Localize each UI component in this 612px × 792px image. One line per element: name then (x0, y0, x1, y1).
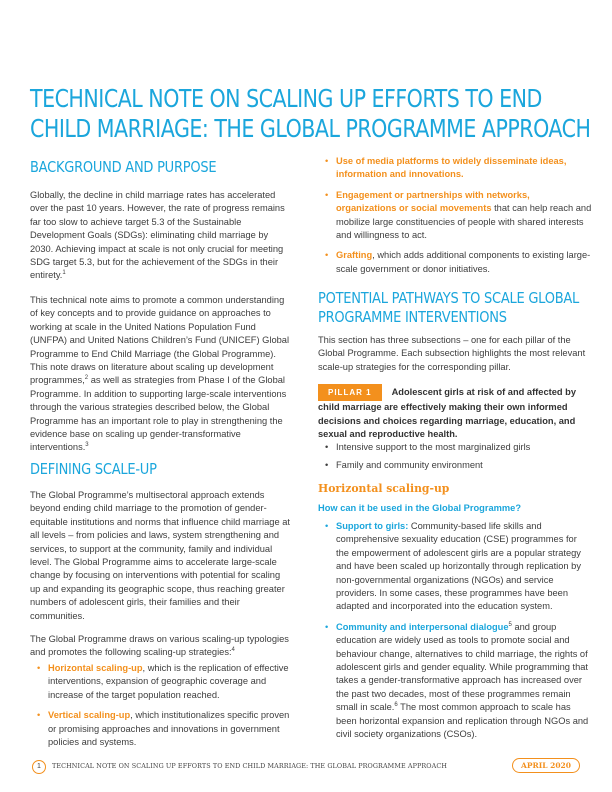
pathways-intro: This section has three subsections – one for each pillar of the Global Programme. Each subsection highlights the most relevant scale-up strategies for the corresponding pillar. (318, 335, 586, 372)
section-heading-pathways: POTENTIAL PATHWAYS TO SCALE GLOBAL PROGRAMME INTERVENTIONS (318, 289, 580, 326)
list-item (322, 189, 592, 243)
background-paragraph-1-text: Globally, the decline in child marriage rates has accelerated over the past 10 years. However, the rate of progress remains far too slow to achieve target 5.3 of the Sustainable Development Goals (SDGs): eliminating child marriage by 2030. Achieving impact at scale is not only crucial for meeting SDG target 5.3, but for the achievement of the SDGs in their entirety. (30, 190, 285, 281)
list-item (322, 459, 590, 472)
bullet-bold: Horizontal scaling-up (48, 663, 143, 673)
list-item (322, 520, 592, 614)
bullet-bold: Support to girls: (336, 521, 409, 531)
page-number: 1 (32, 760, 46, 774)
bullet-text: , which adds additional components to existing large-scale government or donor initiatives. (336, 250, 591, 274)
footnote-ref: 5 (508, 621, 512, 628)
pillar-1-text: Adolescent girls at risk of and affected by child marriage are effectively making their own informed decisions and choices regarding marriage, education, and sexual and reproductive health. (318, 387, 576, 440)
background-paragraph-1 (30, 189, 292, 283)
list-item (34, 709, 292, 749)
defining-paragraph-2 (30, 633, 292, 660)
background-paragraph-2a-text: This technical note aims to promote a common understanding of key concepts and to provide guidance on approaches to working at scale in the United Nations Population Fund (UNFPA) and United Nations Children’s Fund (UNICEF) Global Programme to End Child Marriage (the Global Programme). This note draws on literature about scaling up development programmes, (30, 295, 290, 386)
background-paragraph-2 (30, 294, 294, 455)
pillar-1-badge: PILLAR 1 (318, 384, 382, 401)
scaling-strategies-list-continued (322, 155, 592, 283)
footer-title: TECHNICAL NOTE ON SCALING UP EFFORTS TO END CHILD MARRIAGE: THE GLOBAL PROGRAMME APPROACH (52, 762, 448, 770)
bullet-icon: • (325, 442, 329, 452)
footnote-ref: 2 (84, 375, 89, 382)
bullet-icon: • (37, 710, 41, 721)
list-item (322, 621, 592, 742)
list-item (322, 249, 592, 276)
footnote-ref: 1 (62, 270, 66, 277)
defining-paragraph-1: The Global Programme’s multisectoral approach extends beyond ending child marriage to the promotion of gender-equitable institutions and norms that influence child marriage at all levels – from policies and laws, system strengthening and services, to support at the community, family and individual level. The Global Programme aims to accelerate large-scale change by focusing on interventions with potential for scaling up and expanding its geographic scope, thus reaching greater numbers of adolescent girls, their families and their communities. (30, 490, 290, 621)
bullet-icon: • (37, 663, 41, 673)
bullet-icon: • (325, 189, 329, 200)
bullet-text: , which institutionalizes specific proven or promising approaches and innovations in government policies and systems. (48, 710, 290, 748)
bullet-text: that can help reach and mobilize large constituencies of people with shared interests and willingness to act. (336, 203, 592, 241)
bullet-bold: Grafting (336, 250, 373, 261)
bullet-text: Community-based life skills and comprehensive sexuality education (CSE) programmes for the empowerment of adolescent girls are a popular strategy and have been scaled up horizontally through replication by non-governmental organizations (NGOs) and service providers. In some cases, these programmes have been adapted and incorporated into the education system. (336, 521, 581, 612)
footnote-ref: 3 (85, 442, 89, 449)
section-heading-defining: DEFINING SCALE-UP (30, 460, 157, 478)
bullet-icon: • (325, 460, 329, 471)
page-footer (32, 760, 580, 776)
footnote-ref: 6 (394, 702, 398, 709)
bullet-text: Intensive support to the most marginalized girls (336, 442, 531, 452)
bullet-bold: Community and interpersonal dialogue (336, 621, 509, 632)
page-title: TECHNICAL NOTE ON SCALING UP EFFORTS TO END CHILD MARRIAGE: THE GLOBAL PROGRAMME APPROACH (30, 84, 591, 143)
bullet-text: and group education are widely used as tools to promote social and behaviour change, alternatives to child marriage, the rights of adolescent girls and gender equality. While programming that takes a gender-transformative approach has increased over the past two decades, most of these programmes remain small in scale. (336, 621, 589, 713)
pillar-1-statement (318, 384, 590, 442)
scaling-strategies-list (34, 662, 292, 756)
list-item (34, 662, 292, 702)
bullet-bold: Vertical scaling-up (48, 710, 131, 721)
subheading-horizontal: Horizontal scaling-up (318, 482, 450, 495)
horizontal-items-list (322, 520, 592, 749)
question-heading: How can it be used in the Global Programme? (318, 503, 522, 513)
footnote-ref: 4 (231, 647, 235, 654)
bullet-text: , which is the replication of effective interventions, expansion of geographic coverage and increase of the target population reached. (48, 663, 289, 700)
background-paragraph-2b-text: as well as strategies from Phase I of the Global Programme. In addition to supporting large-scale interventions through the various strategies described below, the Global Programme has an important role to play in strengthening the evidence base on scaling up gender-transformative interventions. (30, 375, 287, 453)
bullet-bold: Engagement or partnerships with networks, organizations or social movements (336, 189, 530, 214)
list-item (322, 155, 592, 182)
bullet-icon: • (325, 621, 329, 632)
pillar-1-bullets (322, 441, 590, 480)
section-heading-background: BACKGROUND AND PURPOSE (30, 158, 217, 176)
bullet-bold: Use of media platforms to widely disseminate ideas, information and innovations. (336, 156, 567, 180)
bullet-icon: • (325, 521, 329, 531)
defining-paragraph-2-text: The Global Programme draws on various scaling-up typologies and promotes the following scaling-up strategies: (30, 634, 289, 658)
bullet-text: The most common approach to scale has been horizontal expansion and replication through NGOs and civil society organizations (CSOs). (336, 702, 589, 740)
bullet-text: Family and community environment (336, 460, 483, 471)
bullet-icon: • (325, 250, 329, 261)
list-item (322, 441, 590, 454)
date-badge: APRIL 2020 (512, 758, 580, 773)
bullet-icon: • (325, 156, 329, 166)
